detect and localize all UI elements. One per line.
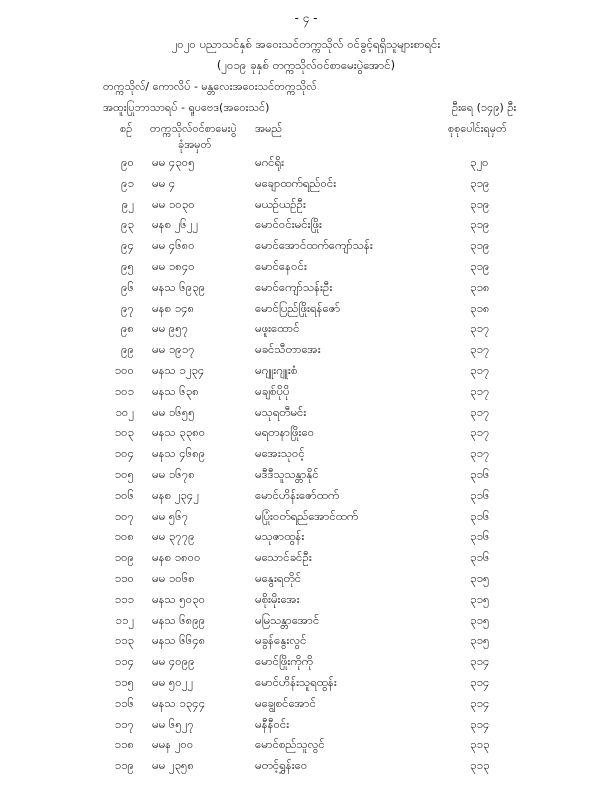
total-marks: ၃၁၄ bbox=[470, 674, 490, 689]
total-marks: ၃၁၉ bbox=[470, 238, 490, 253]
roll-number: မနစ ၂၆၂၂ bbox=[152, 217, 199, 232]
table-row bbox=[0, 547, 612, 568]
row-number: ၁၀၂ bbox=[115, 404, 134, 419]
total-marks: ၃၁၇ bbox=[470, 404, 490, 419]
table-row bbox=[0, 568, 612, 589]
table-row bbox=[0, 734, 612, 755]
roll-number: မမ ၅၀၂၂ bbox=[152, 674, 194, 689]
row-number: ၁၀၄ bbox=[114, 446, 134, 461]
column-header-no: စဉ် bbox=[120, 122, 133, 135]
table-row bbox=[0, 173, 612, 194]
student-name: မောင်ဟိန်းဇော်ထက် bbox=[255, 487, 340, 502]
total-marks: ၃၁၆ bbox=[470, 466, 490, 481]
table-row bbox=[0, 630, 612, 651]
row-number: ၁၀၃ bbox=[114, 425, 134, 440]
row-number: ၁၀၆ bbox=[114, 487, 134, 502]
row-number: ၁၀၅ bbox=[114, 466, 134, 481]
student-name: မောင်ပြည်ဖြိုးရန်ဇော် bbox=[255, 300, 341, 315]
row-number: ၁၁၂ bbox=[115, 612, 134, 627]
roll-number: မမ ၂၃၅၈ bbox=[152, 758, 194, 773]
total-marks: ၃၁၆ bbox=[470, 508, 490, 523]
student-name: မနွေးရတိုင် bbox=[255, 570, 302, 585]
total-marks: ၃၁၉ bbox=[470, 217, 490, 232]
row-number: ၁၀၈ bbox=[114, 529, 134, 544]
table-row bbox=[0, 360, 612, 381]
student-name: မစိုးမိုးအေး bbox=[255, 591, 300, 606]
total-marks: ၃၁၇ bbox=[470, 362, 490, 377]
row-number: ၉၂ bbox=[121, 196, 134, 211]
student-name: မဒီဒီသူသန္တာနိုင် bbox=[255, 466, 319, 481]
roll-number: မမ ၄၃၀၅ bbox=[152, 155, 195, 169]
row-number: ၁၀၁ bbox=[114, 383, 134, 398]
table-row bbox=[0, 755, 612, 776]
student-name: မမြသန္တာအောင် bbox=[255, 612, 320, 627]
student-name: မောင်နေဝင်း bbox=[255, 258, 307, 273]
column-header-name: အမည် bbox=[255, 122, 283, 135]
total-marks: ၃၁၃ bbox=[470, 737, 490, 752]
roll-number: မနသ ၃၃၈၀ bbox=[152, 425, 206, 440]
row-number: ၉၇ bbox=[121, 300, 134, 315]
table-row bbox=[0, 610, 612, 631]
table-row bbox=[0, 339, 612, 360]
row-number: ၉၉ bbox=[121, 342, 134, 357]
row-number: ၉၅ bbox=[121, 258, 134, 273]
table-row bbox=[0, 235, 612, 256]
row-number: ၁၁၀ bbox=[114, 570, 134, 585]
table-row bbox=[0, 381, 612, 402]
student-name: မသောင်ခင်ဦး bbox=[255, 550, 312, 565]
roll-number: မနသ ၄၆၈၉ bbox=[152, 446, 206, 461]
row-number: ၁၁၃ bbox=[114, 633, 134, 648]
row-number: ၁၀၀ bbox=[114, 362, 134, 377]
column-header-roll-number: တက္ကသိုလ်ဝင်စာမေးပွဲ bbox=[150, 122, 237, 135]
roll-number: မနသ ၁၃၄၄ bbox=[152, 695, 206, 710]
table-row bbox=[0, 214, 612, 235]
document-title: ၂၀၂၀ ပညာသင်နှစ် အဝေးသင်တက္ကသိုလ် ဝင်ခွင့်ရရှိသူများစာရင်း bbox=[171, 37, 441, 51]
table-row bbox=[0, 464, 612, 485]
student-name: မောင်ဖြိုးကိုကို bbox=[255, 654, 313, 669]
table-row bbox=[0, 651, 612, 672]
roll-number: မမ ၁၈၄၀ bbox=[152, 258, 195, 273]
roll-number: မမ ၄၆၈၀ bbox=[152, 238, 195, 253]
student-name: မပြုံးဝတ်ရည်အောင်ထက် bbox=[255, 508, 359, 523]
total-marks: ၃၁၃ bbox=[470, 758, 490, 773]
roll-number: မမန ၂၀၀ bbox=[152, 737, 194, 752]
roll-number: မမ ၁၉၁၇ bbox=[152, 342, 195, 357]
row-number: ၁၀၉ bbox=[114, 550, 134, 565]
roll-number: မနစ ၁၈၀၀ bbox=[152, 550, 201, 565]
total-marks: ၃၁၄ bbox=[470, 716, 490, 731]
table-row bbox=[0, 485, 612, 506]
total-marks: ၃၁၅ bbox=[470, 591, 490, 606]
table-row bbox=[0, 443, 612, 464]
total-marks: ၃၁၄ bbox=[470, 695, 490, 710]
student-name: မဖူးထောင် bbox=[255, 321, 300, 336]
table-row bbox=[0, 422, 612, 443]
roll-number: မနသ ၁၂၃၄ bbox=[152, 362, 205, 377]
roll-number: မနစ ၁၄၈ bbox=[152, 300, 195, 315]
student-name: မချစ်ပိုပို bbox=[255, 383, 290, 398]
table-row bbox=[0, 194, 612, 215]
row-number: ၉၃ bbox=[121, 217, 134, 232]
table-row bbox=[0, 506, 612, 527]
roll-number: မမ ၁၀၆၈ bbox=[152, 570, 195, 585]
results-table bbox=[0, 152, 612, 776]
row-number: ၉၁ bbox=[121, 175, 134, 190]
table-row bbox=[0, 402, 612, 423]
table-row bbox=[0, 672, 612, 693]
roll-number: မမ ၄၀၉၉ bbox=[152, 654, 195, 669]
row-number: ၉၄ bbox=[121, 238, 134, 253]
student-name: မနီနီဝင်း bbox=[255, 716, 290, 731]
row-number: ၁၁၄ bbox=[114, 654, 134, 669]
table-row bbox=[0, 298, 612, 319]
total-marks: ၃၁၆ bbox=[470, 529, 490, 544]
roll-number: မနသ ၅၀၃၀ bbox=[152, 591, 206, 606]
student-name: မချောထက်ရည်ဝင်း bbox=[255, 175, 337, 190]
table-row bbox=[0, 318, 612, 339]
total-marks: ၃၁၇ bbox=[470, 321, 490, 336]
total-marks: ၃၁၇ bbox=[470, 446, 490, 461]
student-name: မခင်သီတာအေး bbox=[255, 342, 321, 357]
total-marks: ၃၁၈ bbox=[470, 279, 490, 294]
row-number: ၉၆ bbox=[121, 279, 134, 294]
roll-number: မမ ၆၅၂၇ bbox=[152, 716, 194, 731]
row-number: ၁၀၇ bbox=[114, 508, 134, 523]
roll-number: မမ ၁၆၇၈ bbox=[152, 466, 195, 481]
row-number: ၁၁၁ bbox=[114, 591, 134, 606]
student-name: မောင်စည်သူလွင် bbox=[255, 737, 325, 752]
total-marks: ၃၁၉ bbox=[470, 175, 490, 190]
student-name: မသုရတီမင်း bbox=[255, 404, 307, 419]
table-row bbox=[0, 693, 612, 714]
student-name: မောင်ဟိန်းသူရထွန်း bbox=[255, 674, 337, 689]
table-row bbox=[0, 589, 612, 610]
student-name: မောင်အောင်ထက်ကျော်သန်း bbox=[255, 238, 373, 253]
row-number: ၉၈ bbox=[120, 321, 134, 336]
student-name: မချွေစင်အောင် bbox=[255, 695, 316, 710]
student-name: မသုဇာထွန်း bbox=[255, 529, 305, 544]
row-number: ၁၁၉ bbox=[114, 758, 134, 773]
page-number: - ၄ - bbox=[294, 11, 318, 25]
student-name: မောင်ဝင်းမင်းဖြိုး bbox=[255, 217, 322, 232]
total-marks: ၃၁၅ bbox=[470, 570, 490, 585]
roll-number: မမ ၉၅၇ bbox=[152, 321, 189, 336]
total-marks: ၃၁၄ bbox=[470, 654, 490, 669]
total-marks: ၃၁၆ bbox=[470, 550, 490, 565]
student-name: မဂျူးဂျူးစံ bbox=[255, 362, 298, 377]
roll-number: မမ ၁၀၃၀ bbox=[152, 196, 195, 211]
table-row bbox=[0, 714, 612, 735]
total-marks: ၃၁၉ bbox=[470, 258, 490, 273]
student-name: မတင့်ရွှန်းဝေ bbox=[255, 758, 308, 773]
total-marks: ၃၁၅ bbox=[470, 633, 490, 648]
table-row bbox=[0, 277, 612, 298]
table-row bbox=[0, 152, 612, 173]
roll-number: မနသ ၆၆၄၈ bbox=[152, 633, 206, 648]
total-marks: ၃၁၇ bbox=[470, 425, 490, 440]
roll-number: မမ ၅၆၇ bbox=[152, 508, 189, 523]
roll-number: မနသ ၆၈၉၉ bbox=[152, 612, 206, 627]
column-header-total-marks: စုစုပေါင်းရမှတ် bbox=[448, 122, 507, 135]
roll-number: မမ ၄ bbox=[152, 175, 176, 190]
subject-line: အထူးပြုဘာသာရပ် - ရူပဗေဒ(အဝေးသင်) bbox=[103, 101, 270, 114]
row-number: ၉၀ bbox=[121, 155, 134, 169]
student-name: မအေးသုဝင့် bbox=[255, 446, 305, 461]
total-marks: ၃၁၉ bbox=[470, 196, 490, 211]
total-marks: ၃၂၀ bbox=[470, 155, 489, 169]
document-subtitle: (၂၀၁၉ ခုနှစ် တက္ကသိုလ်ဝင်စာမေးပွဲအောင်) bbox=[216, 58, 396, 72]
total-marks: ၃၁၆ bbox=[470, 487, 490, 502]
student-name: မောင်ကျော်သန်းဦး bbox=[255, 279, 333, 294]
table-row bbox=[0, 256, 612, 277]
total-marks: ၃၁၇ bbox=[470, 342, 490, 357]
roll-number: မနသ ၆၃၈ bbox=[152, 383, 199, 398]
row-number: ၁၁၈ bbox=[114, 737, 134, 752]
student-name: မယဉ်ယဉ်ဦး bbox=[255, 196, 306, 211]
total-marks: ၃၁၅ bbox=[470, 612, 490, 627]
student-name: မရတနာဖြိုးဝေ bbox=[255, 425, 315, 440]
student-name: မဂင်ရိုး bbox=[255, 155, 285, 169]
row-number: ၁၁၆ bbox=[114, 695, 134, 710]
department-line: တက္ကသိုလ်/ ကောလိပ် - မန္တလေးအဝေးသင်တက္ကသိုလ် bbox=[103, 80, 317, 93]
roll-number: မမ ၁၆၅၅ bbox=[152, 404, 195, 419]
roll-number: မနသ ၆၉၃၉ bbox=[152, 279, 206, 294]
total-count: ဦးရေ (၁၄၉) ဦး bbox=[452, 101, 517, 114]
roll-number: မနစ ၂၃၄၂ bbox=[152, 487, 199, 502]
row-number: ၁၁၇ bbox=[114, 716, 134, 731]
table-row bbox=[0, 526, 612, 547]
total-marks: ၃၁၈ bbox=[470, 300, 490, 315]
student-name: မခွန်နွေးလွင် bbox=[255, 633, 307, 648]
column-header-roll-number-line2: ခုံအမှတ် bbox=[178, 138, 212, 151]
total-marks: ၃၁၇ bbox=[470, 383, 490, 398]
roll-number: မမ ၃၇၇၉ bbox=[152, 529, 195, 544]
row-number: ၁၁၅ bbox=[114, 674, 134, 689]
